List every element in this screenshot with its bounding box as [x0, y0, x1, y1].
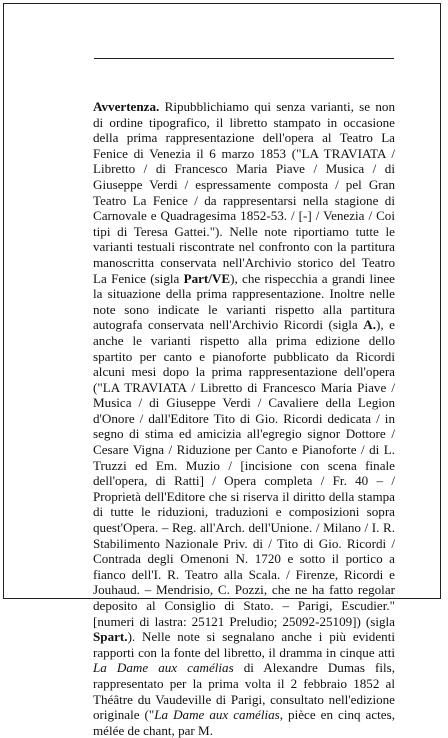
avvertenza-heading: Avvertenza.: [93, 99, 160, 114]
text-run: ), e anche le varianti rispetto alla prima edizione dello spartito per canto e pianoforte pubblicato da Ricordi alcuni mesi dopo la prima rappresentazione dell'opera ("LA TRAVIATA / Libretto di Francesco Maria Piave / Musica / di Giuseppe Verdi / Cavaliere della Legion d'Onore / dall'Editore Tito di Gio. Ricordi dedicata / in segno di stima ed amicizia all'egregio signor Dottore / Cesare Vigna / Riduzione per Canto e Pianoforte / di L. Truzzi ed Em. Muzio / [incisione con scena finale dell'opera, di Ratti] / Opera completa / Fr. 40 – / Proprietà dell'Editore che si riserva il diritto della stampa di tutte le riduzioni, traduzioni e composizioni sopra quest'Opera. – Reg. all'Arch. dell'Unione. / Milano / I. R. Stabilimento Nazionale Priv. di / Tito di Gio. Ricordi / Contrada degli Omenoni N. 1720 e sotto il portico a fianco dell'I. R. Teatro alla Scala. / Firenze, Ricordi e Jouhaud. – Mendrisio, C. Pozzi, che ne ha fatto regolar deposito al Consiglio di Stato. – Parigi, Escudier." [numeri di lastra: 25121 Preludio; 25092-25109]) (sigla: [93, 317, 395, 629]
text-run: Ripubblichiamo qui senza varianti, se non di ordine tipografico, il libretto stampato in occasione della prima rappresentazione dell'opera al Teatro La Fenice di Venezia il 6 marzo 1853 ("LA TRAVIATA / Libretto / di Francesco Maria Piave / Musica / di Giuseppe Verdi / espressamente composta / pel Gran Teatro La Fenice / da rappresentarsi nella stagione di Carnovale e Quadragesima 1852-53. / [-] / Venezia / Coi tipi di Teresa Gattei."). Nelle note riportiamo tutte le varianti testuali riscontrate nel confronto con la partitura manoscritta conservata nell'Archivio storico del Teatro La Fenice (sigla: [93, 99, 395, 286]
page: [3, 3, 441, 738]
text-run: , pièce en cinq actes, mélée de chant, par M.: [93, 707, 395, 738]
siglum-a: A.: [363, 317, 376, 333]
avvertenza-paragraph: [93, 99, 395, 738]
siglum-part-ve: Part/VE: [183, 270, 231, 286]
title-la-dame-aux-camelias: La Dame aux camélias: [154, 707, 280, 723]
header-rule: [94, 58, 394, 59]
text-run: ). Nelle note si segnalano anche i più evidenti rapporti con la fonte del libretto, il dramma in cinque atti: [93, 629, 395, 660]
siglum-spart: Spart.: [93, 629, 128, 645]
text-run: di Alexandre Dumas fils, rappresentato per la prima volta il 2 febbraio 1852 al Théâtre du Vaudeville di Parigi, consultato nell'edizione originale (": [93, 660, 395, 723]
title-la-dame-aux-camelias: La Dame aux camélias: [93, 660, 234, 676]
text-run: ), che rispecchia a grandi linee la situazione della prima rappresentazione. Inoltre nelle note sono indicate le varianti rispetto alla partitura autografa conservata nell'Archivio Ricordi (sigla: [93, 270, 395, 333]
